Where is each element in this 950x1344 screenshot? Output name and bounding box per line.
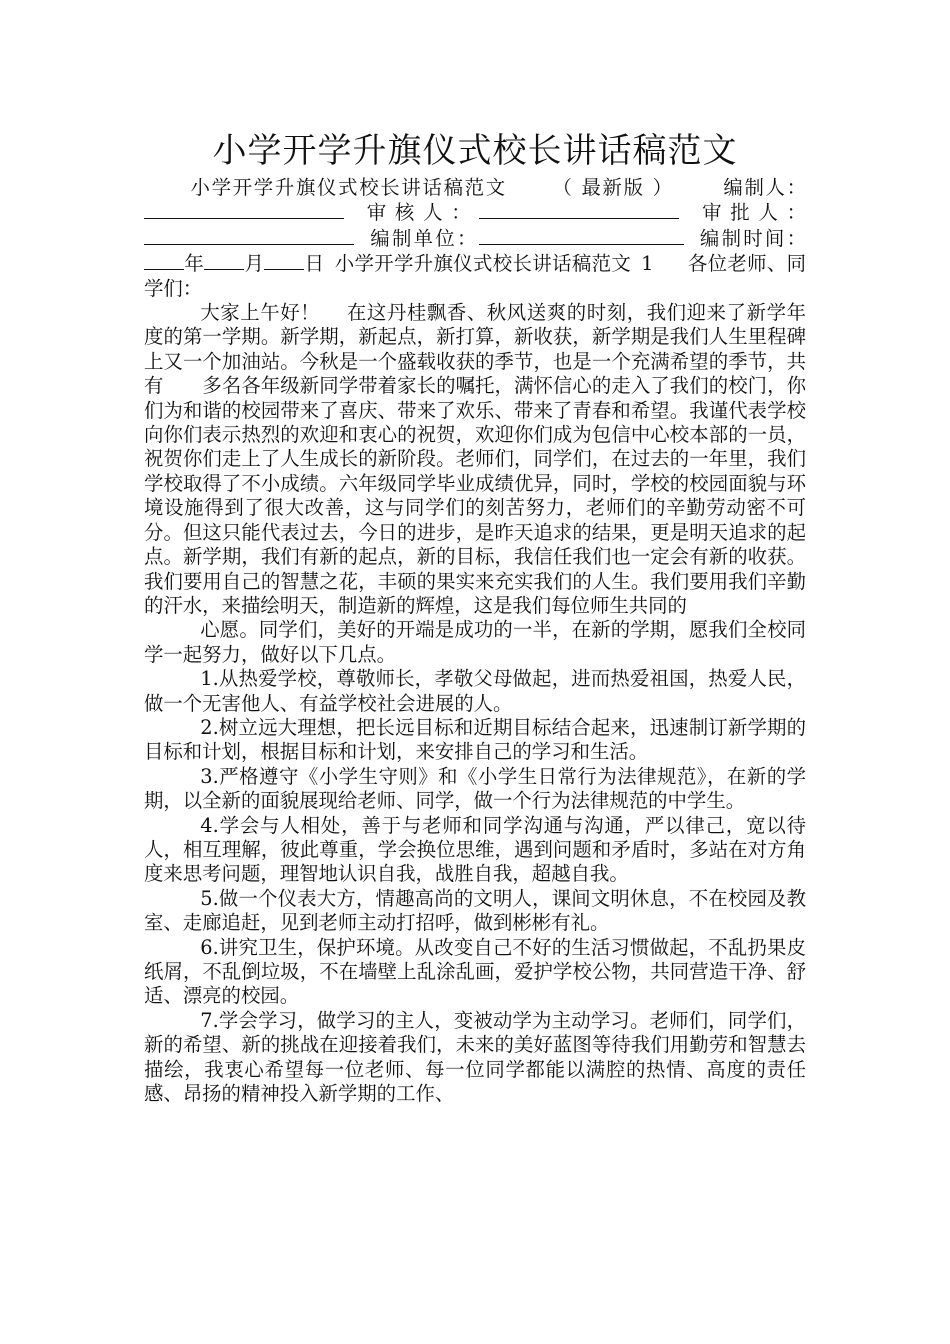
unit-blank: [479, 226, 684, 245]
editor-blank: [144, 200, 344, 219]
meta-approver-label: 审批人：: [693, 201, 807, 225]
document-meta-block: [144, 176, 806, 301]
meta-subtitle: 小学开学升旗仪式校长讲话稿范文: [190, 176, 507, 199]
meta-day: 日: [304, 252, 325, 276]
meta-editor-label: 编制人：: [721, 176, 807, 199]
reviewer-blank: [479, 200, 679, 219]
document-body: [144, 176, 806, 1106]
meta-reviewer-label: 审核人：: [358, 201, 480, 225]
meta-year: 年: [184, 252, 205, 276]
paragraph-intro: 大家上午好！ 在这丹桂飘香、秋风送爽的时刻，我们迎来了新学年度的第一学期。新学期，新起点，新打算，新收获，新学期是我们人生里程碑上又一个加油站。今秋是一个盛载收获的季节，也是一个充满希望的季节，共有 多名各年级新同学带着家长的嘱托，满怀信心的走入了我们的校门，你们为和谐的校园带来了喜庆、带来了欢乐、带来了青春和希望。我谨代表学校向你们表示热烈的欢迎和衷心的祝贺，欢迎你们成为包信中心校本部的一员，祝贺你们走上了人生成长的新阶段。老师们，同学们，在过去的一年里，我们学校取得了不小成绩。六年级同学毕业成绩优异，同时，学校的校园面貌与环境设施得到了很大改善，这与同学们的刻苦努力，老师们的辛勤劳动密不可分。但这只能代表过去，今日的进步，是昨天追求的结果，更是明天追求的起点。新学期，我们有新的起点，新的目标，我信任我们也一定会有新的收获。我们要用自己的智慧之花，丰硕的果实来充实我们的人生。我们要用我们辛勤的汗水，来描绘明天，制造新的辉煌，这是我们每位师生共同的: [144, 301, 806, 617]
day-blank: [264, 251, 304, 270]
document-page: [144, 128, 806, 1106]
paragraph-wish: 心愿。同学们，美好的开端是成功的一半，在新的学期，愿我们全校同学一起努力，做好以下几点。: [144, 618, 806, 666]
meta-heading-number: 1: [641, 252, 654, 276]
paragraph-point-3: 3.严格遵守《小学生守则》和《小学生日常行为法律规范》，在新的学期，以全新的面貌展现给老师、同学，做一个行为法律规范的中学生。: [144, 764, 806, 813]
paragraph-point-7: 7.学会学习，做学习的主人，变被动学为主动学习。老师们，同学们，新的希望、新的挑战在迎接着我们，未来的美好蓝图等待我们用勤劳和智慧去描绘，我衷心希望每一位老师、每一位同学都能以满腔的热情、高度的责任感、昂扬的精神投入新学期的工作、: [144, 1008, 806, 1106]
month-blank: [204, 251, 244, 270]
greeting: 各位老师、同学们：: [144, 252, 806, 300]
meta-time-label: 编制时间：: [697, 226, 806, 250]
paragraph-point-5: 5.做一个仪表大方，情趣高尚的文明人，课间文明休息，不在校园及教室、走廊追赶，见到老师主动打招呼，做到彬彬有礼。: [144, 886, 806, 935]
meta-unit-label: 编制单位：: [368, 226, 479, 250]
meta-heading-repeat: 小学开学升旗仪式校长讲话稿范文: [334, 252, 632, 276]
paragraph-point-6: 6.讲究卫生，保护环境。从改变自己不好的生活习惯做起，不乱扔果皮纸屑，不乱倒垃圾，不在墙壁上乱涂乱画，爱护学校公物，共同营造干净、舒适、漂亮的校园。: [144, 935, 806, 1008]
paragraph-point-1: 1.从热爱学校，尊敬师长，孝敬父母做起，进而热爱祖国，热爱人民，做一个无害他人、有益学校社会进展的人。: [144, 667, 806, 715]
meta-version: （ 最新版 ）: [550, 176, 674, 199]
paragraph-point-2: 2.树立远大理想，把长远目标和近期目标结合起来，迅速制订新学期的目标和计划，根据目标和计划，来安排自己的学习和生活。: [144, 715, 806, 764]
paragraph-point-4: 4.学会与人相处，善于与老师和同学沟通与沟通，严以律己，宽以待人，相互理解，彼此尊重，学会换位思维，遇到问题和矛盾时，多站在对方角度来思考问题，理智地认识自我，战胜自我，超越自我。: [144, 813, 806, 886]
document-title: 小学开学升旗仪式校长讲话稿范文: [212, 131, 738, 171]
approver-blank: [144, 226, 354, 245]
year-blank: [144, 251, 184, 270]
meta-month: 月: [244, 252, 265, 276]
